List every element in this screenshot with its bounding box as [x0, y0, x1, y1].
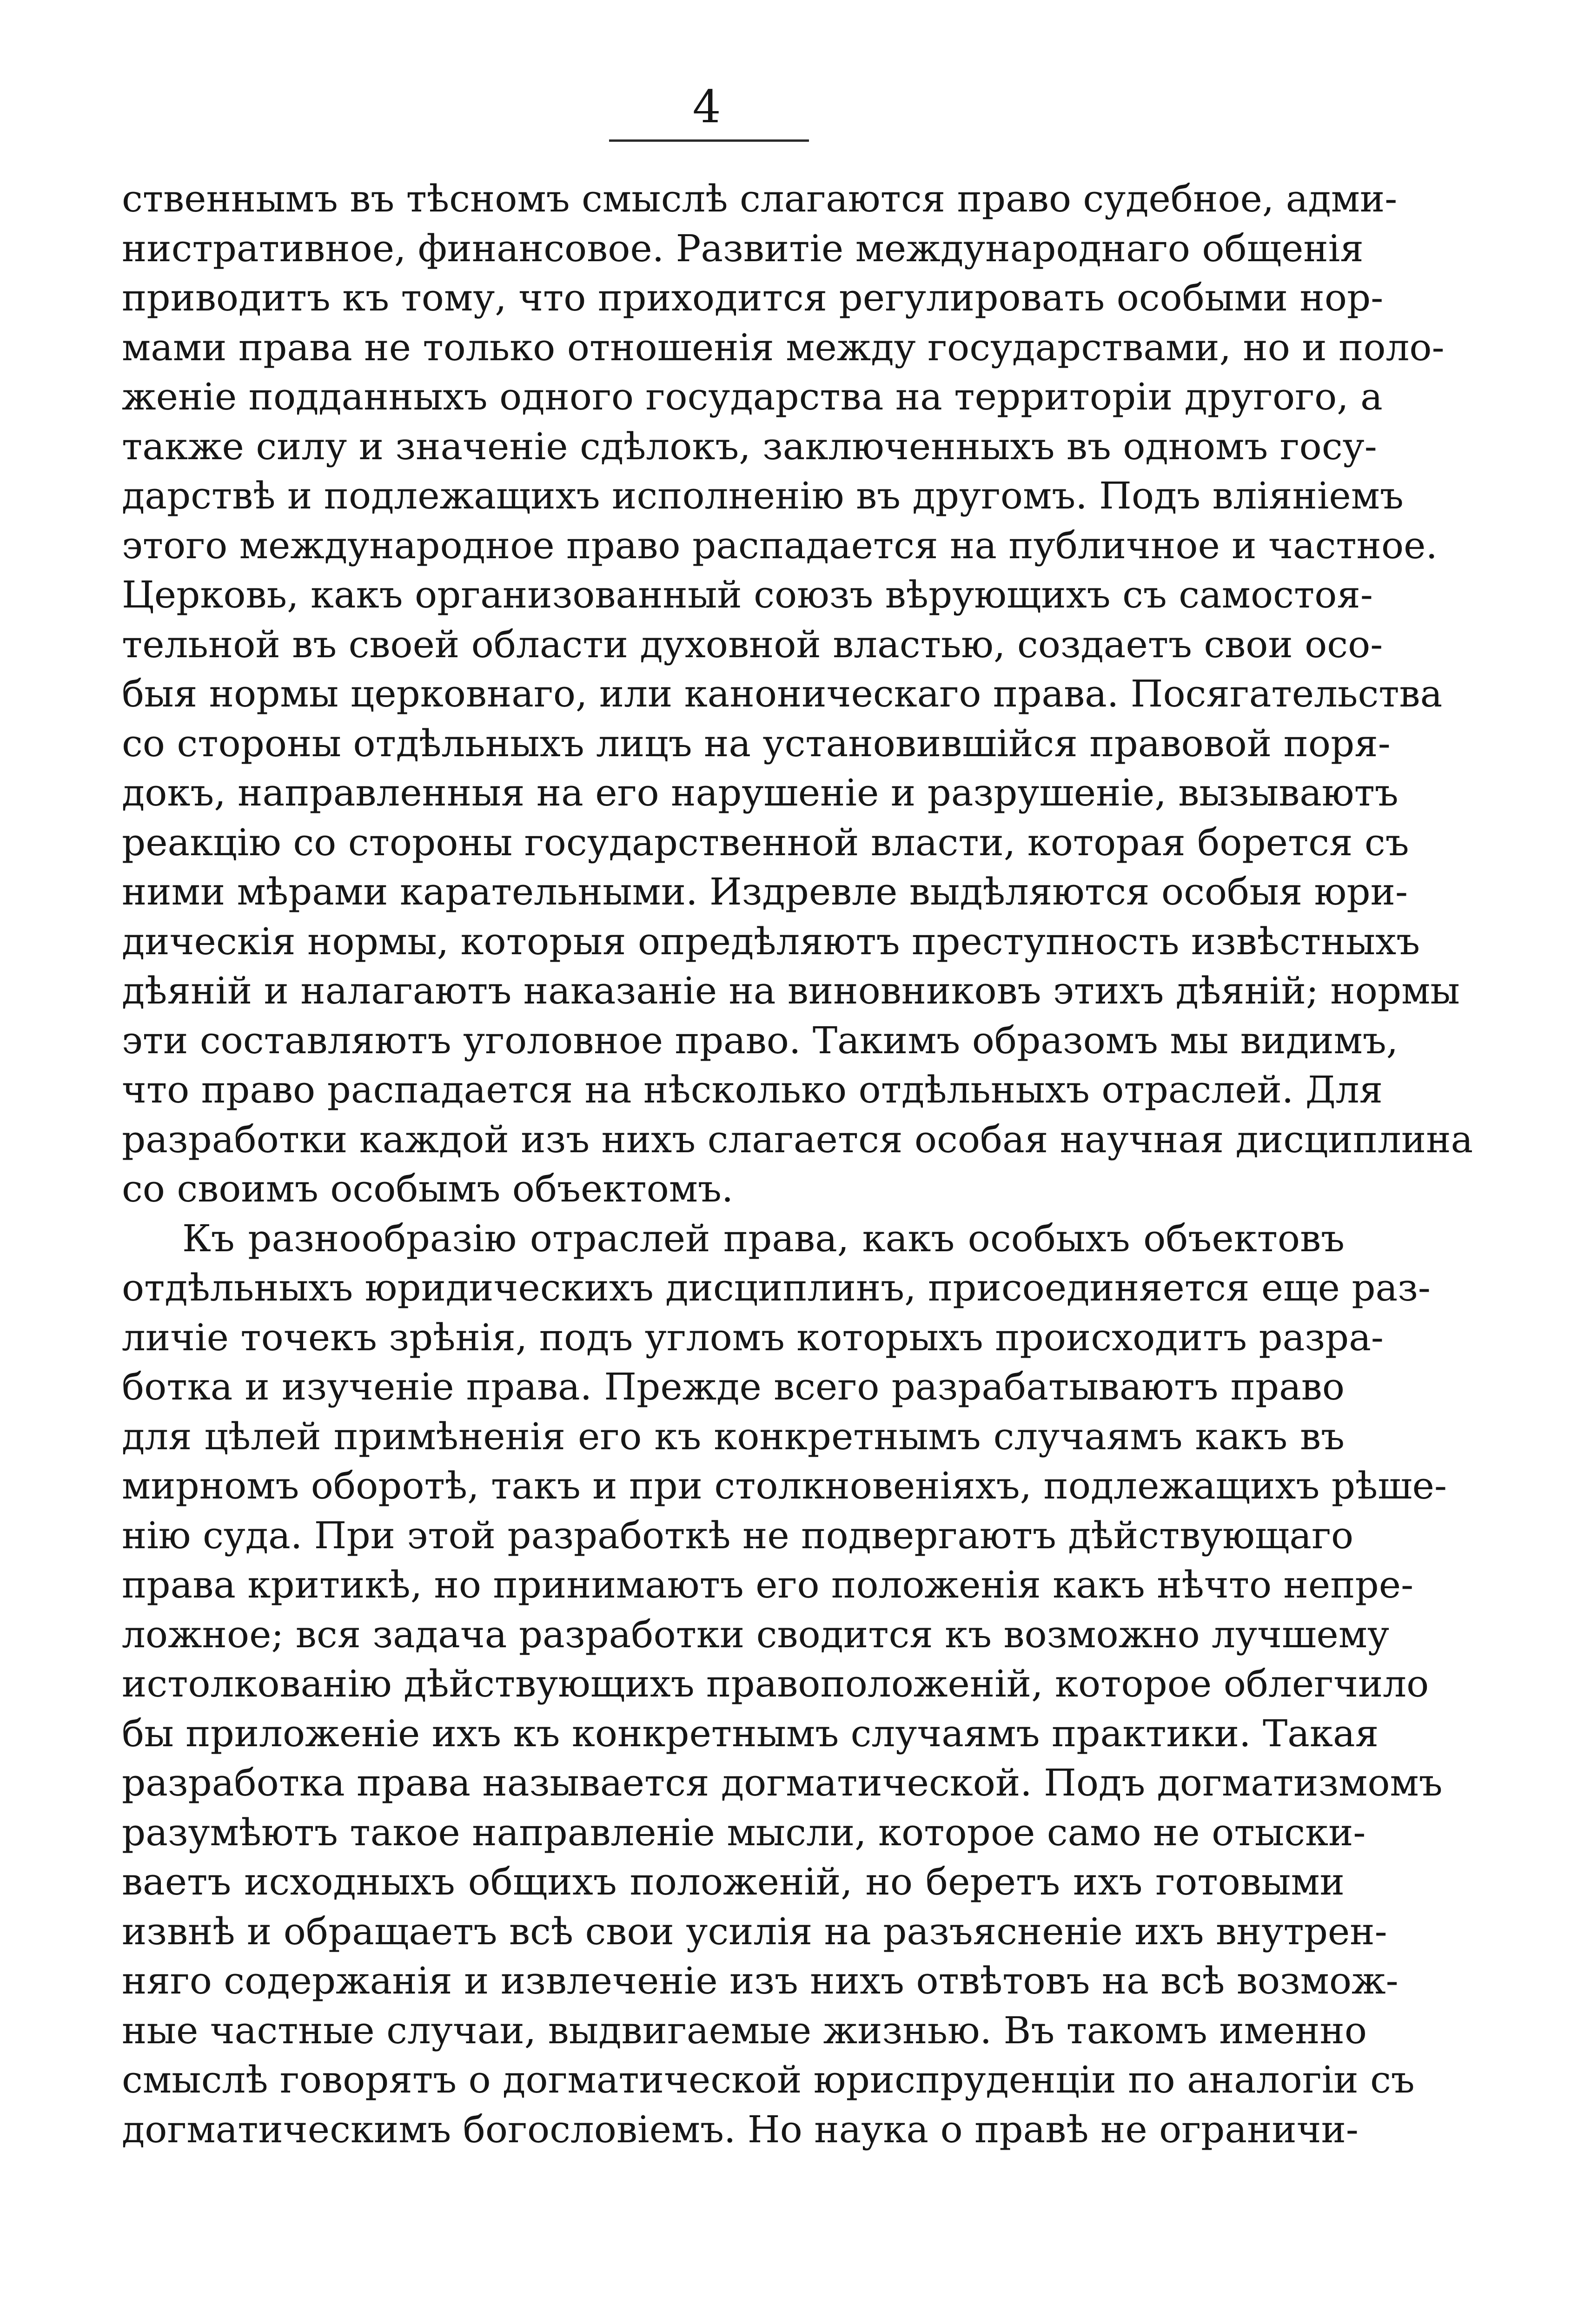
text-line: Церковь, какъ организованный союзъ вѣрующихъ съ самостоя- [122, 573, 1373, 616]
text-line: быя нормы церковнаго, или каноническаго права. Посягательства [122, 672, 1443, 715]
text-line: Къ разнообразію отраслей права, какъ особыхъ объектовъ [182, 1216, 1345, 1260]
text-line: истолкованію дѣйствующихъ правоположеній, которое облегчило [122, 1662, 1429, 1705]
text-line: реакцію со стороны государственной власти, которая борется съ [122, 820, 1409, 864]
text-line: ственнымъ въ тѣсномъ смыслѣ слагаются право судебное, адми- [122, 177, 1398, 220]
text-line: ботка и изученіе права. Прежде всего разрабатываютъ право [122, 1365, 1345, 1408]
paragraph-2 [122, 1214, 1447, 2155]
text-line: нію суда. При этой разработкѣ не подвергаютъ дѣйствующаго [122, 1513, 1354, 1557]
text-line: для цѣлей примѣненія его къ конкретнымъ случаямъ какъ въ [122, 1414, 1345, 1458]
text-line: мами права не только отношенія между государствами, но и поло- [122, 325, 1445, 369]
body-text [122, 174, 1473, 2154]
text-line: ваетъ исходныхъ общихъ положеній, но беретъ ихъ готовыми [122, 1860, 1345, 1903]
text-line: ними мѣрами карательными. Издревле выдѣляются особыя юри- [122, 870, 1408, 913]
text-line: приводитъ къ тому, что приходится регулировать особыми нор- [122, 276, 1384, 319]
text-line: смыслѣ говорятъ о догматической юриспруденціи по аналогіи съ [122, 2058, 1415, 2101]
text-line: дѣяній и налагаютъ наказаніе на виновниковъ этихъ дѣяній; нормы [122, 969, 1460, 1012]
text-line: извнѣ и обращаетъ всѣ свои усилія на разъясненіе ихъ внутрен- [122, 1909, 1387, 1953]
text-line: ные частные случаи, выдвигаемые жизнью. Въ такомъ именно [122, 2008, 1367, 2052]
text-line: бы приложеніе ихъ къ конкретнымъ случаямъ практики. Такая [122, 1711, 1379, 1755]
text-line: что право распадается на нѣсколько отдѣльныхъ отраслей. Для [122, 1068, 1383, 1111]
text-line: права критикѣ, но принимаютъ его положенія какъ нѣчто непре- [122, 1563, 1414, 1606]
text-line: тельной въ своей области духовной властью, создаетъ свои осо- [122, 622, 1383, 666]
text-line: также силу и значеніе сдѣлокъ, заключенныхъ въ одномъ госу- [122, 424, 1377, 468]
text-line: эти составляютъ уголовное право. Такимъ образомъ мы видимъ, [122, 1018, 1398, 1062]
text-line: этого международное право распадается на публичное и частное. [122, 523, 1438, 567]
text-line: дическія нормы, которыя опредѣляютъ преступность извѣстныхъ [122, 919, 1420, 963]
page-number: 4 [692, 81, 721, 133]
text-line: разработка права называется догматической. Подъ догматизмомъ [122, 1761, 1443, 1804]
text-line: отдѣльныхъ юридическихъ дисциплинъ, присоединяется еще раз- [122, 1266, 1431, 1309]
text-line: няго содержанія и извлеченіе изъ нихъ отвѣтовъ на всѣ возмож- [122, 1959, 1398, 2002]
text-line: дарствѣ и подлежащихъ исполненію въ другомъ. Подъ вліяніемъ [122, 474, 1404, 517]
paragraph-1 [122, 174, 1473, 1214]
text-line: разработки каждой изъ нихъ слагается особая научная дисциплина [122, 1117, 1473, 1161]
text-line: ложное; вся задача разработки сводится къ возможно лучшему [122, 1612, 1390, 1656]
text-line: со своимъ особымъ объектомъ. [122, 1167, 734, 1210]
text-line: нистративное, финансовое. Развитіе международнаго общенія [122, 226, 1364, 270]
text-line: личіе точекъ зрѣнія, подъ угломъ которыхъ происходитъ разра- [122, 1315, 1384, 1359]
text-line: женіе подданныхъ одного государства на территоріи другого, а [122, 375, 1383, 418]
text-line: разумѣютъ такое направленіе мысли, которое само не отыски- [122, 1810, 1366, 1854]
text-line: со стороны отдѣльныхъ лицъ на установившійся правовой поря- [122, 721, 1391, 765]
page-number-rule [609, 139, 809, 142]
text-line: мирномъ оборотѣ, такъ и при столкновеніяхъ, подлежащихъ рѣше- [122, 1464, 1447, 1507]
text-line: догматическимъ богословіемъ. Но наука о правѣ не ограничи- [122, 2107, 1359, 2151]
text-line: докъ, направленныя на его нарушеніе и разрушеніе, вызываютъ [122, 771, 1398, 814]
